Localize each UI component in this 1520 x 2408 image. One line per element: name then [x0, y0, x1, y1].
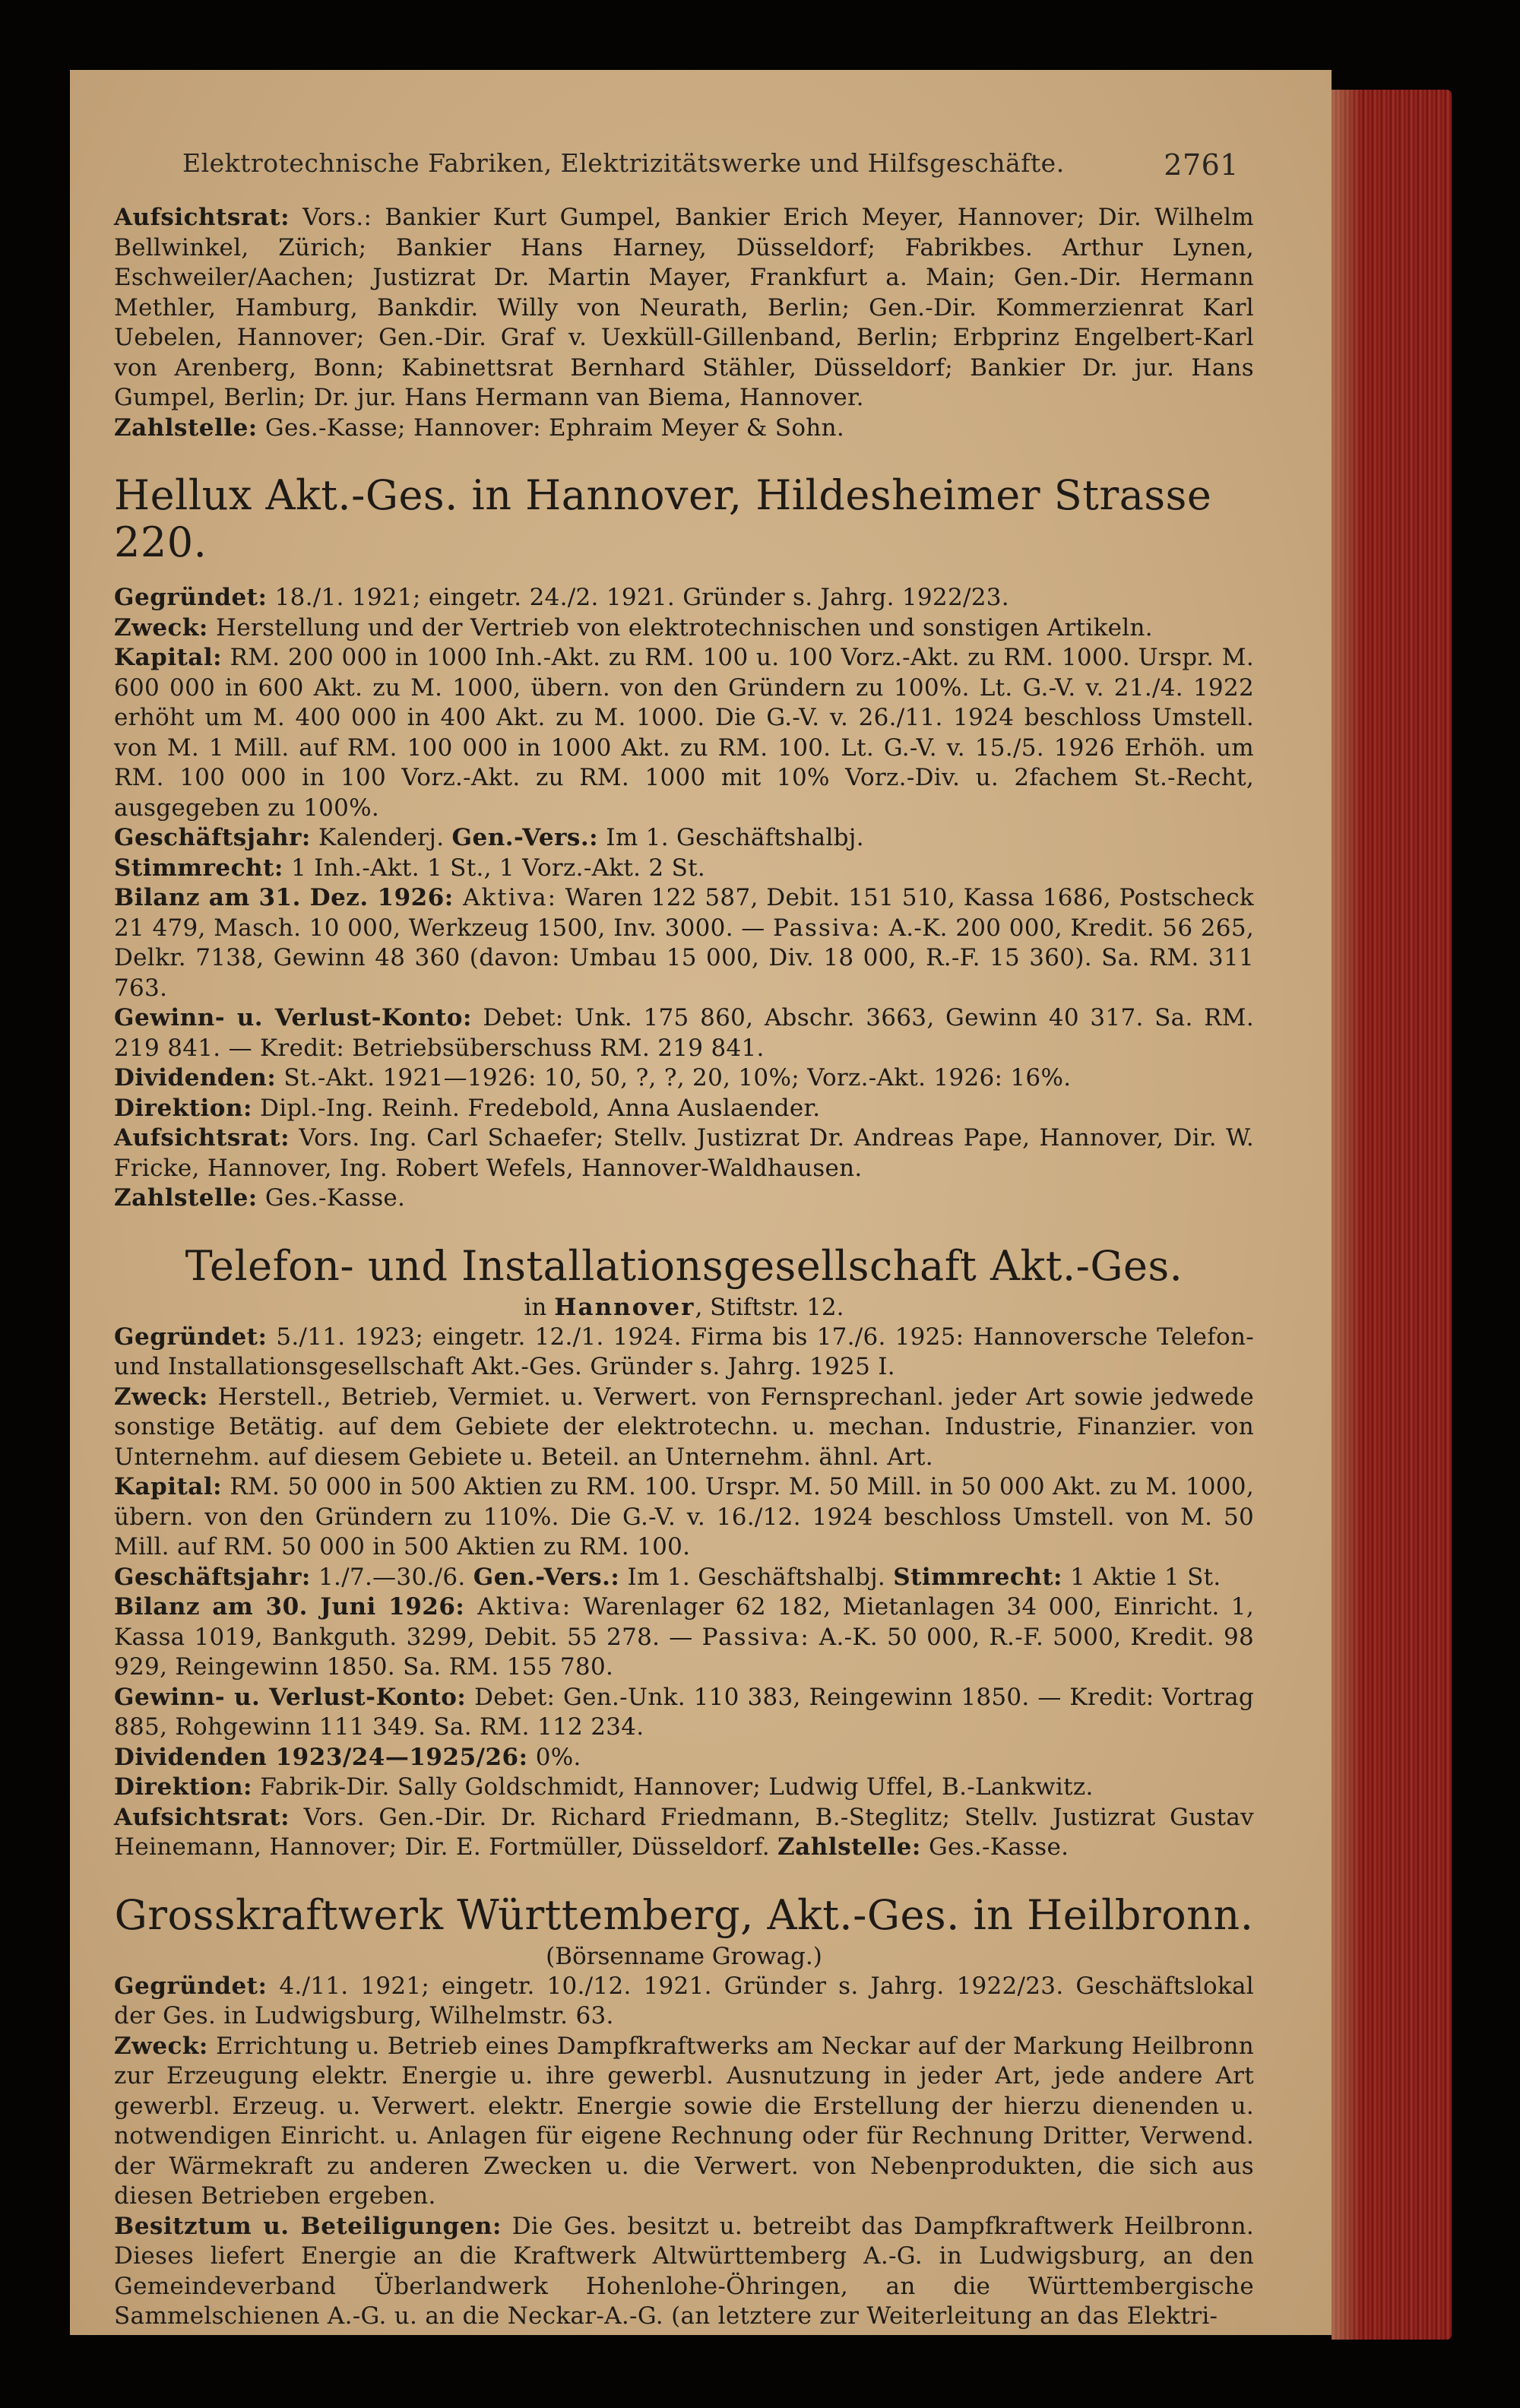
label: Kapital:: [114, 1473, 223, 1500]
label: Stimmrecht:: [893, 1563, 1063, 1591]
page-number: 2761: [1164, 148, 1239, 182]
label: Zweck:: [114, 613, 208, 642]
entry-continued: [114, 203, 1254, 443]
paragraph: [114, 1063, 1254, 1094]
text: Die Ges. besitzt u. betreibt das Dampfkraftwerk Heilbronn. Dieses liefert Energie an die Kraftwerk Altwürttemberg A.-G. in Ludwigsburg, an den Gemeindeverband Überlandwerk Hohenlohe-Öhringen, an die Württembergische Sammelschienen A.-G. u. an die Neckar-A.-G. (an letztere zur Weiterleitung an das Elektri-: [114, 2212, 1254, 2330]
text: Vors. Ing. Carl Schaefer; Stellv. Justizrat Dr. Andreas Pape, Hannover, Dir. W. Fricke, Hannover, Ing. Robert Wefels, Hannover-Waldhausen.: [114, 1124, 1254, 1182]
sub-prefix: in: [524, 1293, 555, 1321]
paragraph: [114, 1183, 1254, 1214]
label: Geschäftsjahr:: [114, 1563, 311, 1591]
text: 1 Aktie 1 St.: [1062, 1563, 1221, 1591]
company-heading: Telefon- und Installationsgesellschaft Akt.-Ges.: [185, 1241, 1183, 1290]
paragraph: [114, 1592, 1254, 1683]
label: Aufsichtsrat:: [114, 1124, 290, 1152]
text: 0%.: [527, 1743, 581, 1771]
passiva-label: Passiva:: [773, 914, 882, 942]
label: Gegründet:: [114, 1323, 268, 1351]
text: Dipl.-Ing. Reinh. Fredebold, Anna Auslaender.: [252, 1094, 821, 1122]
company-subheading: (Börsenname Growag.): [546, 1942, 822, 1970]
label: Besitztum u. Beteiligungen:: [114, 2212, 502, 2240]
passiva-label: Passiva:: [701, 1623, 810, 1651]
company-heading: Grosskraftwerk Württemberg, Akt.-Ges. in Heilbronn.: [114, 1890, 1254, 1939]
text: 1 Inh.-Akt. 1 St., 1 Vorz.-Akt. 2 St.: [283, 854, 706, 882]
paragraph: [114, 643, 1254, 823]
text: St.-Akt. 1921—1926: 10, 50, ?, ?, 20, 10%; Vorz.-Akt. 1926: 16%.: [276, 1064, 1072, 1092]
text: Herstellung und der Vertrieb von elektrotechnischen und sonstigen Artikeln.: [207, 613, 1153, 642]
aktiva-label: Aktiva:: [453, 884, 558, 911]
label: Direktion:: [114, 1094, 252, 1122]
text: Im 1. Geschäftshalbj.: [598, 824, 864, 851]
paragraph: [114, 883, 1254, 1003]
company-heading: Hellux Akt.-Ges. in Hannover, Hildesheimer Strasse 220.: [114, 471, 1212, 566]
label: Gen.-Vers.:: [451, 824, 599, 851]
paragraph: [114, 413, 1254, 444]
label: Zahlstelle:: [114, 1184, 258, 1212]
paragraph: [114, 1123, 1254, 1183]
text: Ges.-Kasse.: [920, 1833, 1069, 1861]
label: Bilanz am 31. Dez. 1926:: [114, 884, 454, 911]
entry-grosskraftwerk: [114, 1892, 1254, 2332]
paragraph: [114, 1323, 1254, 1383]
text: 1./7.—30./6.: [310, 1563, 473, 1591]
label: Gewinn- u. Verlust-Konto:: [114, 1004, 472, 1031]
text: Warenlager 62 182, Mietanlagen 34 000, Einricht. 1, Kassa 1019, Bankguth. 3299, Debit. 55 278. —: [114, 1593, 1254, 1651]
label: Zweck:: [114, 2032, 208, 2060]
paragraph: [114, 2212, 1254, 2332]
paragraph: [114, 1773, 1254, 1803]
paragraph: [114, 1563, 1254, 1593]
paragraph: [114, 1003, 1254, 1063]
text: Debet: Unk. 175 860, Abschr. 3663, Gewinn 40 317. Sa. RM. 219 841. — Kredit: Betriebsüberschuss RM. 219 841.: [114, 1004, 1254, 1062]
text: Ges.-Kasse; Hannover: Ephraim Meyer & Sohn.: [257, 413, 844, 442]
text: Vors.: Bankier Kurt Gumpel, Bankier Erich Meyer, Hannover; Dir. Wilhelm Bellwinkel, Zürich; Bankier Hans Harney, Düsseldorf; Fabrikbes. Arthur Lynen, Eschweiler/Aachen; Justizrat Dr. Martin Mayer, Frankfurt a. Main; Gen.-Dir. Hermann Methler, Hamburg, Bankdir. Willy von Neurath, Berlin; Gen.-Dir. Kommerzienrat Karl Uebelen, Hannover; Gen.-Dir. Graf v. Uexküll-Gillenband, Berlin; Erbprinz Engelbert-Karl von Arenberg, Bonn; Kabinettsrat Bernhard Stähler, Düsseldorf; Bankier Dr. jur. Hans Gumpel, Berlin; Dr. jur. Hans Hermann van Biema, Hannover.: [114, 204, 1254, 411]
paragraph: [114, 854, 1254, 884]
paragraph: [114, 823, 1254, 854]
aktiva-label: Aktiva:: [464, 1593, 572, 1621]
running-title: Elektrotechnische Fabriken, Elektrizitätswerke und Hilfsgeschäfte.: [182, 148, 1065, 178]
paragraph: [114, 1743, 1254, 1773]
label: Dividenden 1923/24—1925/26:: [114, 1743, 528, 1771]
label: Geschäftsjahr:: [114, 824, 311, 851]
page-content: [114, 148, 1254, 2332]
text: A.-K. 200 000, Kredit. 56 265, Delkr. 7138, Gewinn 48 360 (davon: Umbau 15 000, Div. 18 000, R.-F. 15 360). Sa. RM. 311 763.: [114, 914, 1254, 1002]
label: Gegründet:: [114, 584, 268, 611]
label: Zahlstelle:: [777, 1833, 921, 1861]
paragraph: [114, 1683, 1254, 1743]
text: Vors. Gen.-Dir. Dr. Richard Friedmann, B.-Steglitz; Stellv. Justizrat Gustav Heinemann, Hannover; Dir. E. Fortmüller, Düsseldorf.: [114, 1803, 1254, 1861]
running-header: [114, 148, 1254, 182]
label: Bilanz am 30. Juni 1926:: [114, 1593, 465, 1621]
label: Dividenden:: [114, 1064, 277, 1092]
paragraph: [114, 1472, 1254, 1563]
entry-telefon: [114, 1243, 1254, 1863]
label: Stimmrecht:: [114, 854, 283, 882]
label: Gegründet:: [114, 1972, 268, 2000]
label: Aufsichtsrat:: [114, 1803, 290, 1831]
paragraph: [114, 1094, 1254, 1124]
paragraph: [114, 1803, 1254, 1863]
label: Kapital:: [114, 644, 223, 671]
paragraph: [114, 203, 1254, 413]
label: Zahlstelle:: [114, 413, 258, 442]
text: 5./11. 1923; eingetr. 12./1. 1924. Firma bis 17./6. 1925: Hannoversche Telefon- und Installationsgesellschaft Akt.-Ges. Gründer s. Jahrg. 1925 I.: [114, 1323, 1254, 1380]
text: 4./11. 1921; eingetr. 10./12. 1921. Gründer s. Jahrg. 1922/23. Geschäftslokal der Ges. in Ludwigsburg, Wilhelmstr. 63.: [114, 1972, 1254, 2029]
text: Kalenderj.: [310, 824, 452, 851]
paragraph: [114, 613, 1254, 644]
sub-address: , Stiftstr. 12.: [695, 1293, 844, 1321]
label: Zweck:: [114, 1383, 208, 1411]
paragraph: [114, 583, 1254, 613]
label: Gen.-Vers.:: [473, 1563, 620, 1591]
paragraph: [114, 1383, 1254, 1473]
city: Hannover: [554, 1293, 695, 1321]
company-subheading: [114, 1293, 1254, 1323]
text: Waren 122 587, Debit. 151 510, Kassa 1686, Postscheck 21 479, Masch. 10 000, Werkzeug 1500, Inv. 3000. —: [114, 884, 1254, 942]
label: Direktion:: [114, 1773, 252, 1801]
text: Herstell., Betrieb, Vermiet. u. Verwert. von Fernsprechanl. jeder Art sowie jedwede sonstige Betätig. auf dem Gebiete der elektrotechn. u. mechan. Industrie, Finanzier. von Unternehm. auf diesem Gebiete u. Beteil. an Unternehm. ähnl. Art.: [114, 1383, 1254, 1471]
label: Aufsichtsrat:: [114, 204, 290, 231]
text: Im 1. Geschäftshalbj.: [619, 1563, 894, 1591]
text: 18./1. 1921; eingetr. 24./2. 1921. Gründer s. Jahrg. 1922/23.: [267, 584, 1009, 611]
text: Fabrik-Dir. Sally Goldschmidt, Hannover; Ludwig Uffel, B.-Lankwitz.: [252, 1773, 1094, 1801]
paragraph: [114, 1972, 1254, 2032]
book-edge: [1332, 90, 1452, 2340]
text: Debet: Gen.-Unk. 110 383, Reingewinn 1850. — Kredit: Vortrag 885, Rohgewinn 111 349. Sa. RM. 112 234.: [114, 1683, 1254, 1741]
text: Errichtung u. Betrieb eines Dampfkraftwerks am Neckar auf der Markung Heilbronn zur Erzeugung elektr. Energie u. ihre gewerbl. Ausnutzung in jeder Art, jede andere Art gewerbl. Erzeug. u. Verwert. elektr. Energie sowie die Erstellung der hierzu dienenden u. notwendigen Einricht. u. Anlagen für eigene Rechnung oder für Rechnung Dritter, Verwend. der Wärmekraft zu anderen Zwecken u. die Verwert. von Nebenprodukten, die sich aus diesen Betrieben ergeben.: [114, 2032, 1254, 2210]
entry-hellux: [114, 472, 1254, 1214]
paragraph: [114, 2032, 1254, 2212]
text: A.-K. 50 000, R.-F. 5000, Kredit. 98 929, Reingewinn 1850. Sa. RM. 155 780.: [114, 1623, 1254, 1681]
text: Ges.-Kasse.: [257, 1184, 406, 1212]
text: RM. 50 000 in 500 Aktien zu RM. 100. Urspr. M. 50 Mill. in 50 000 Akt. zu M. 1000, übern. von den Gründern zu 110%. Die G.-V. v. 16./12. 1924 beschloss Umstell. von M. 50 Mill. auf RM. 50 000 in 500 Aktien zu RM. 100.: [114, 1473, 1254, 1560]
text: RM. 200 000 in 1000 Inh.-Akt. zu RM. 100 u. 100 Vorz.-Akt. zu RM. 1000. Urspr. M. 600 000 in 600 Akt. zu M. 1000, übern. von den Gründern zu 100%. Lt. G.-V. v. 21./4. 1922 erhöht um M. 400 000 in 400 Akt. zu M. 1000. Die G.-V. v. 26./11. 1924 beschloss Umstell. von M. 1 Mill. auf RM. 100 000 in 1000 Akt. zu RM. 100. Lt. G.-V. v. 15./5. 1926 Erhöh. um RM. 100 000 in 100 Vorz.-Akt. zu RM. 1000 mit 10% Vorz.-Div. u. 2fachem St.-Recht, ausgegeben zu 100%.: [114, 644, 1254, 822]
label: Gewinn- u. Verlust-Konto:: [114, 1683, 467, 1711]
